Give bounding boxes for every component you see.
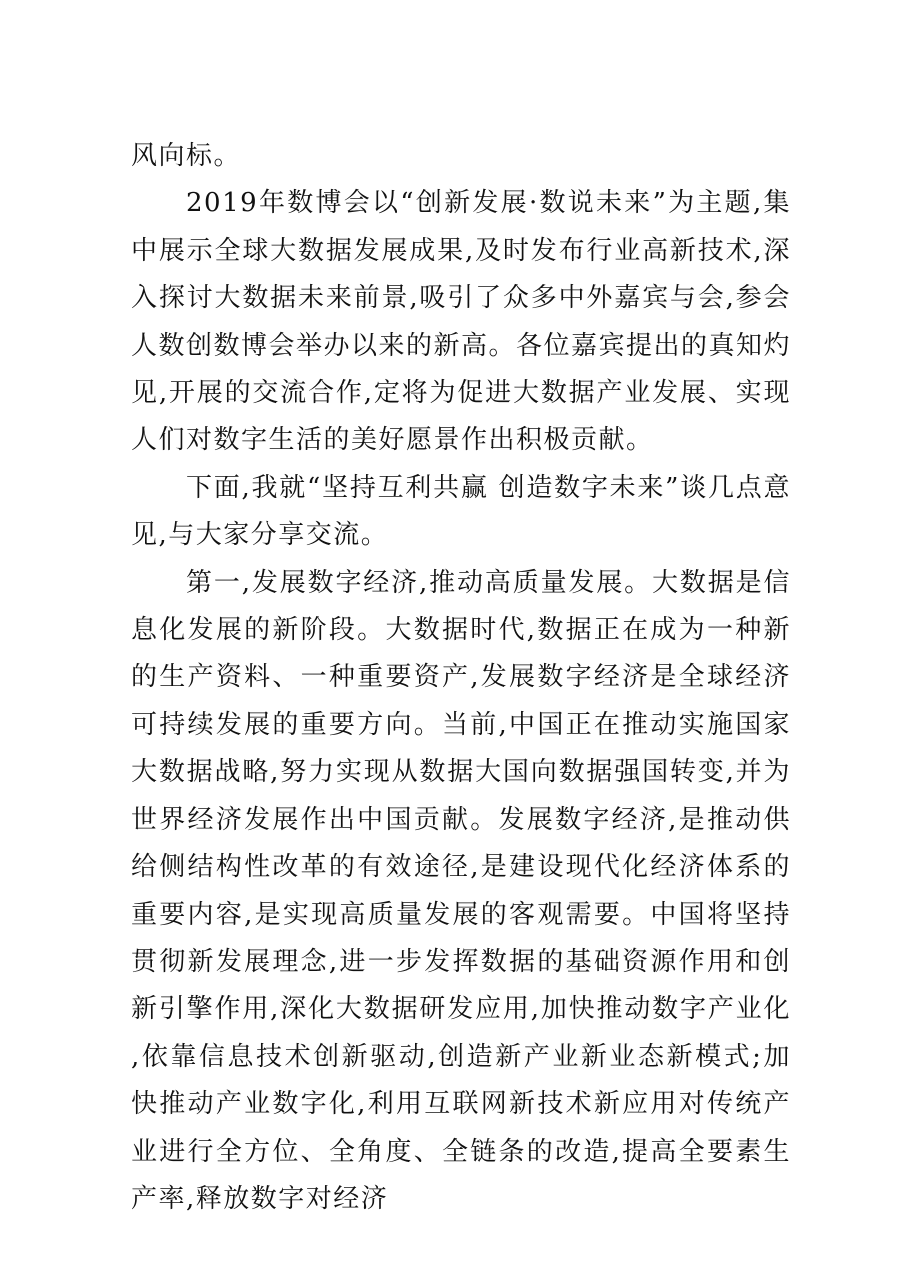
paragraph-expo-summary: 2019年数博会以“创新发展·数说未来”为主题,集中展示全球大数据发展成果,及时发布行业高新技术,深入探讨大数据未来前景,吸引了众多中外嘉宾与会,参会人数创数博会举办以来的新高。各位嘉宾提出的真知灼见,开展的交流合作,定将为促进大数据产业发展、实现人们对数字生活的美好愿景作出积极贡献。: [131, 188, 792, 456]
paragraph-point-one: 第一,发展数字经济,推动高质量发展。大数据是信息化发展的新阶段。大数据时代,数据正在成为一种新的生产资料、一种重要资产,发展数字经济是全球经济可持续发展的重要方向。当前,中国正在推动实施国家大数据战略,努力实现从数据大国向数据强国转变,并为世界经济发展作出中国贡献。发展数字经济,是推动供给侧结构性改革的有效途径,是建设现代化经济体系的重要内容,是实现高质量发展的客观需要。中国将坚持贯彻新发展理念,进一步发挥数据的基础资源作用和创新引擎作用,深化大数据研发应用,加快推动数字产业化,依靠信息技术创新驱动,创造新产业新业态新模式;加快推动产业数字化,利用互联网新技术新应用对传统产业进行全方位、全角度、全链条的改造,提高全要素生产率,释放数字对经济: [131, 567, 791, 1214]
body-text: [131, 133, 791, 1223]
paragraph-intro: 下面,我就“坚持互利共赢 创造数字未来”谈几点意见,与大家分享交流。: [131, 472, 791, 551]
paragraph-continuation: 风向标。: [131, 141, 242, 171]
